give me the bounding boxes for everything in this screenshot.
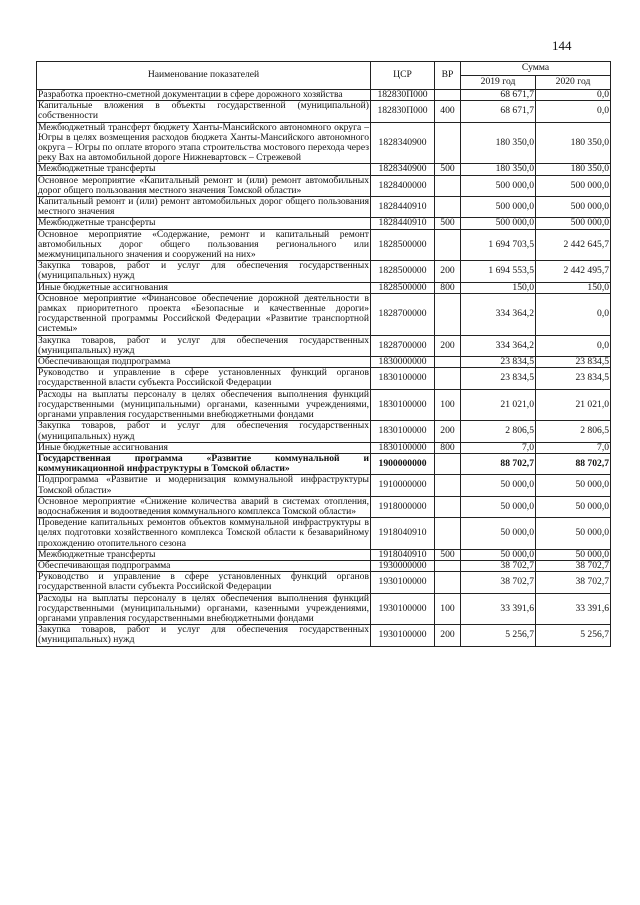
header-2019: 2019 год [461, 76, 536, 90]
row-2019-cell: 50 000,0 [461, 496, 536, 517]
row-2020-cell: 23 834,5 [536, 368, 611, 389]
row-2020-cell: 7,0 [536, 442, 611, 453]
table-row [37, 122, 611, 164]
row-csr-cell: 1828400000 [371, 175, 435, 196]
row-2019-cell: 5 256,7 [461, 625, 536, 646]
table-row [37, 101, 611, 122]
row-csr-cell: 1828440910 [371, 218, 435, 229]
row-csr-cell: 1828340900 [371, 122, 435, 164]
row-vr-cell: 800 [435, 282, 461, 293]
row-name-cell: Закупка товаров, работ и услуг для обеспечения государственных (муниципальных) нужд [38, 334, 369, 356]
table-row [37, 518, 611, 550]
table-row [37, 421, 611, 442]
row-csr-cell: 1830100000 [371, 368, 435, 389]
row-csr-cell: 1828700000 [371, 335, 435, 356]
row-2020-cell: 180 350,0 [536, 122, 611, 164]
header-name: Наименование показателей [37, 62, 371, 90]
row-csr-cell: 1930100000 [371, 625, 435, 646]
row-vr-cell [435, 357, 461, 368]
row-vr-cell [435, 496, 461, 517]
row-vr-cell: 200 [435, 421, 461, 442]
row-2020-cell: 33 391,6 [536, 593, 611, 625]
row-name-cell: Закупка товаров, работ и услуг для обеспечения государственных (муниципальных) нужд [38, 624, 369, 646]
row-csr-cell: 1918040910 [371, 518, 435, 550]
row-2019-cell: 38 702,7 [461, 572, 536, 593]
table-row [37, 625, 611, 646]
row-2020-cell: 50 000,0 [536, 518, 611, 550]
header-sum: Сумма [461, 62, 611, 76]
table-row [37, 90, 611, 101]
table-row [37, 475, 611, 496]
row-2020-cell: 5 256,7 [536, 625, 611, 646]
row-name-cell: Межбюджетный трансферт бюджету Ханты-Мансийского автономного округа – Югры в целях возмещения расходов бюджета Ханты-Мансийского автономного округа – Югры по оплате второго этапа строительства мостового перехода через реку Вах на автомобильной дороге Нижневартовск – Стрежевой [38, 121, 369, 164]
row-csr-cell: 1930100000 [371, 572, 435, 593]
row-vr-cell [435, 175, 461, 196]
row-2019-cell: 38 702,7 [461, 560, 536, 571]
row-name-cell: Межбюджетные трансферты [37, 164, 371, 175]
row-name-cell: Основное мероприятие «Содержание, ремонт и капитальный ремонт автомобильных дорог общего пользования регионального или межмуниципального значения и сооружений на них» [38, 228, 369, 261]
row-name-cell: Капитальные вложения в объекты государственной (муниципальной) собственности [38, 100, 369, 122]
row-2019-cell: 180 350,0 [461, 164, 536, 175]
table-row [37, 593, 611, 625]
table-row [37, 197, 611, 218]
row-vr-cell: 200 [435, 335, 461, 356]
table-row [37, 389, 611, 421]
row-name-cell: Межбюджетные трансферты [37, 218, 371, 229]
row-2019-cell: 334 364,2 [461, 335, 536, 356]
header-csr: ЦСР [371, 62, 435, 90]
row-2019-cell: 1 694 703,5 [461, 229, 536, 261]
row-2020-cell: 2 442 645,7 [536, 229, 611, 261]
table-row [37, 229, 611, 261]
row-2020-cell: 500 000,0 [536, 175, 611, 196]
row-name-cell: Обеспечивающая подпрограмма [37, 357, 371, 368]
table-row [37, 218, 611, 229]
row-csr-cell: 1830000000 [371, 357, 435, 368]
row-2020-cell: 0,0 [536, 335, 611, 356]
row-name-cell: Разработка проектно-сметной документации в сфере дорожного хозяйства [37, 90, 371, 101]
row-name-cell: Проведение капитальных ремонтов объектов коммунальной инфраструктуры в целях подготовки хозяйственного комплекса Томской области к безаварийному прохождению отопительного сезона [38, 517, 369, 549]
row-2020-cell: 21 021,0 [536, 389, 611, 421]
row-name-cell: Основное мероприятие «Капитальный ремонт и (или) ремонт автомобильных дорог общего пользования местного значения Томской области» [38, 174, 369, 196]
row-name-cell: Руководство и управление в сфере установленных функций органов государственной власти субъекта Российской Федерации [38, 367, 369, 389]
row-vr-cell [435, 560, 461, 571]
table-row [37, 164, 611, 175]
row-2020-cell: 0,0 [536, 90, 611, 101]
table-row [37, 572, 611, 593]
row-vr-cell [435, 453, 461, 474]
row-2019-cell: 334 364,2 [461, 293, 536, 335]
row-csr-cell: 1828500000 [371, 282, 435, 293]
row-2019-cell: 50 000,0 [461, 549, 536, 560]
row-name-cell: Подпрограмма «Развитие и модернизация коммунальной инфраструктуры Томской области» [38, 474, 369, 496]
row-name-cell: Обеспечивающая подпрограмма [37, 560, 371, 571]
row-2020-cell: 50 000,0 [536, 496, 611, 517]
page-number: 144 [552, 38, 572, 53]
row-2019-cell: 68 671,7 [461, 101, 536, 122]
table-row [37, 282, 611, 293]
row-name-cell: Расходы на выплаты персоналу в целях обеспечения выполнения функций государственными (муниципальными) органами, казенными учреждениями, органами управления государственными внебюджетными фондами [38, 592, 369, 624]
row-csr-cell: 182830П000 [371, 101, 435, 122]
row-vr-cell: 200 [435, 625, 461, 646]
row-vr-cell [435, 518, 461, 550]
row-2019-cell: 23 834,5 [461, 357, 536, 368]
row-csr-cell: 1910000000 [371, 475, 435, 496]
row-name-cell: Межбюджетные трансферты [37, 549, 371, 560]
row-2019-cell: 33 391,6 [461, 593, 536, 625]
table-row [37, 357, 611, 368]
row-2019-cell: 50 000,0 [461, 475, 536, 496]
row-2019-cell: 50 000,0 [461, 518, 536, 550]
table-row [37, 335, 611, 356]
row-csr-cell: 1830100000 [371, 389, 435, 421]
table-row [37, 496, 611, 517]
row-csr-cell: 1830100000 [371, 442, 435, 453]
row-2020-cell: 38 702,7 [536, 572, 611, 593]
row-csr-cell: 182830П000 [371, 90, 435, 101]
row-vr-cell [435, 368, 461, 389]
row-2019-cell: 23 834,5 [461, 368, 536, 389]
row-2020-cell: 2 442 495,7 [536, 261, 611, 282]
row-2019-cell: 500 000,0 [461, 218, 536, 229]
row-name-cell: Основное мероприятие «Снижение количества аварий в системах отопления, водоснабжения и водоотведения коммунального комплекса Томской области» [38, 495, 369, 517]
row-2019-cell: 88 702,7 [461, 453, 536, 474]
table-row [37, 261, 611, 282]
row-vr-cell: 500 [435, 218, 461, 229]
row-name-cell: Закупка товаров, работ и услуг для обеспечения государственных (муниципальных) нужд [38, 260, 369, 282]
row-2019-cell: 150,0 [461, 282, 536, 293]
row-name-cell: Расходы на выплаты персоналу в целях обеспечения выполнения функций государственными (муниципальными) органами, казенными учреждениями, органами управления государственными внебюджетными фондами [38, 388, 369, 421]
row-vr-cell [435, 572, 461, 593]
row-2020-cell: 500 000,0 [536, 218, 611, 229]
row-2020-cell: 23 834,5 [536, 357, 611, 368]
row-csr-cell: 1918040910 [371, 549, 435, 560]
row-2019-cell: 180 350,0 [461, 122, 536, 164]
budget-table [36, 61, 611, 647]
row-2020-cell: 50 000,0 [536, 549, 611, 560]
row-vr-cell [435, 229, 461, 261]
row-name-cell: Иные бюджетные ассигнования [37, 442, 371, 453]
row-vr-cell [435, 475, 461, 496]
row-vr-cell [435, 293, 461, 335]
row-vr-cell [435, 197, 461, 218]
row-csr-cell: 1828700000 [371, 293, 435, 335]
row-vr-cell: 500 [435, 164, 461, 175]
row-2020-cell: 0,0 [536, 293, 611, 335]
row-2020-cell: 500 000,0 [536, 197, 611, 218]
row-2020-cell: 38 702,7 [536, 560, 611, 571]
row-name-cell: Иные бюджетные ассигнования [37, 282, 371, 293]
row-csr-cell: 1930000000 [371, 560, 435, 571]
row-csr-cell: 1830100000 [371, 421, 435, 442]
row-vr-cell: 100 [435, 593, 461, 625]
row-csr-cell: 1930100000 [371, 593, 435, 625]
row-csr-cell: 1828500000 [371, 229, 435, 261]
table-header [37, 62, 611, 90]
row-name-cell: Капитальный ремонт и (или) ремонт автомобильных дорог общего пользования местного значения [38, 196, 369, 218]
table-row [37, 175, 611, 196]
row-vr-cell: 200 [435, 261, 461, 282]
table-row [37, 560, 611, 571]
header-2020: 2020 год [536, 76, 611, 90]
row-2020-cell: 88 702,7 [536, 453, 611, 474]
row-2020-cell: 2 806,5 [536, 421, 611, 442]
row-vr-cell [435, 90, 461, 101]
row-2019-cell: 500 000,0 [461, 197, 536, 218]
table-row [37, 293, 611, 335]
row-2020-cell: 180 350,0 [536, 164, 611, 175]
table-row [37, 442, 611, 453]
table-body [37, 90, 611, 647]
row-vr-cell: 100 [435, 389, 461, 421]
table-row [37, 549, 611, 560]
row-vr-cell [435, 122, 461, 164]
row-2019-cell: 1 694 553,5 [461, 261, 536, 282]
row-name-cell: Руководство и управление в сфере установленных функций органов государственной власти субъекта Российской Федерации [38, 571, 369, 593]
row-2019-cell: 21 021,0 [461, 389, 536, 421]
row-csr-cell: 1918000000 [371, 496, 435, 517]
row-2019-cell: 68 671,7 [461, 90, 536, 101]
row-csr-cell: 1828500000 [371, 261, 435, 282]
row-name-cell: Основное мероприятие «Финансовое обеспечение дорожной деятельности в рамках приоритетного проекта «Безопасные и качественные дороги» государственной программы Российской Федерации «Развитие транспортной системы» [38, 292, 369, 335]
row-name-cell: Закупка товаров, работ и услуг для обеспечения государственных (муниципальных) нужд [38, 420, 369, 442]
row-vr-cell: 400 [435, 101, 461, 122]
table-row [37, 453, 611, 474]
row-vr-cell: 800 [435, 442, 461, 453]
row-2019-cell: 500 000,0 [461, 175, 536, 196]
row-2019-cell: 7,0 [461, 442, 536, 453]
row-2020-cell: 0,0 [536, 101, 611, 122]
row-csr-cell: 1900000000 [371, 453, 435, 474]
row-2020-cell: 150,0 [536, 282, 611, 293]
row-2019-cell: 2 806,5 [461, 421, 536, 442]
row-2020-cell: 50 000,0 [536, 475, 611, 496]
row-csr-cell: 1828440910 [371, 197, 435, 218]
row-csr-cell: 1828340900 [371, 164, 435, 175]
header-vr: ВР [435, 62, 461, 90]
row-name-cell: Государственная программа «Развитие коммунальной и коммуникационной инфраструктуры в Томской области» [38, 452, 369, 475]
table-row [37, 368, 611, 389]
row-vr-cell: 500 [435, 549, 461, 560]
